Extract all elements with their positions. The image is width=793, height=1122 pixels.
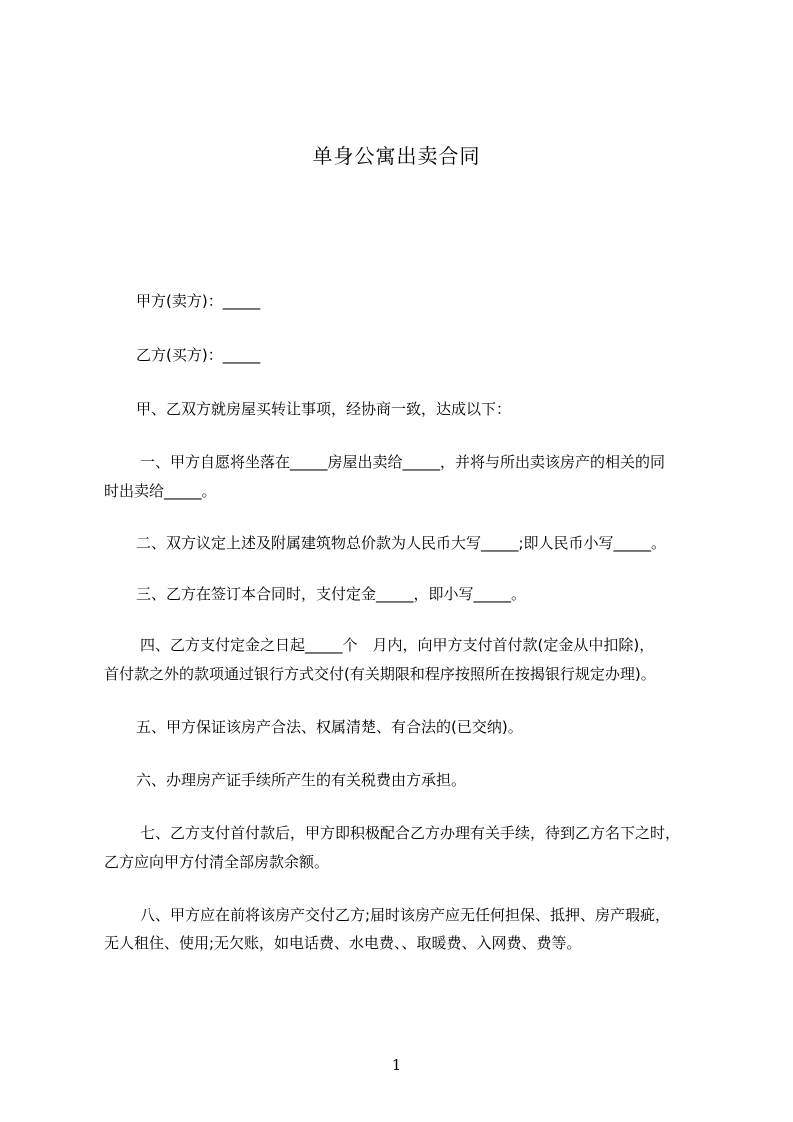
page-title: 单身公寓出卖合同: [312, 144, 481, 168]
clause-7-line-2: 乙方应向甲方付清全部房款余额。: [104, 853, 330, 871]
party-a-line: 甲方(卖方)：_____: [136, 292, 261, 310]
clause-8-line-2: 无人租住、使用;无欠账，如电话费、水电费、、取暖费、入网费、费等。: [104, 934, 582, 952]
clause-4-line-1: 四、乙方支付定金之日起_____个 月内，向甲方支付首付款(定金从中扣除)，: [140, 636, 655, 654]
clause-6-line-1: 六、办理房产证手续所产生的有关税费由方承担。: [136, 771, 467, 789]
clause-1-line-2: 时出卖给_____。: [104, 482, 217, 500]
page-number: 1: [391, 1056, 402, 1074]
party-b-line: 乙方(买方)：_____: [136, 346, 261, 364]
clause-7-line-1: 七、乙方支付首付款后，甲方即积极配合乙方办理有关手续，待到乙方名下之时，: [140, 824, 681, 842]
clause-1-line-1: 一、甲方自愿将坐落在_____房屋出卖给_____，并将与所出卖该房产的相关的同: [140, 453, 666, 471]
intro-paragraph: 甲、乙双方就房屋买转让事项，经协商一致，达成以下：: [136, 400, 512, 418]
clause-5-line-1: 五、甲方保证该房产合法、权属清楚、有合法的(已交纳)。: [136, 718, 523, 736]
clause-2-line-1: 二、双方议定上述及附属建筑物总价款为人民币大写_____;即人民币小写_____。: [136, 534, 667, 552]
clause-4-line-2: 首付款之外的款项通过银行方式交付(有关期限和程序按照所在按揭银行规定办理)。: [104, 665, 656, 683]
clause-8-line-1: 八、甲方应在前将该房产交付乙方;届时该房产应无任何担保、抵押、房产瑕疵，: [140, 906, 671, 924]
clause-3-line-1: 三、乙方在签订本合同时，支付定金_____，即小写_____。: [136, 585, 527, 603]
